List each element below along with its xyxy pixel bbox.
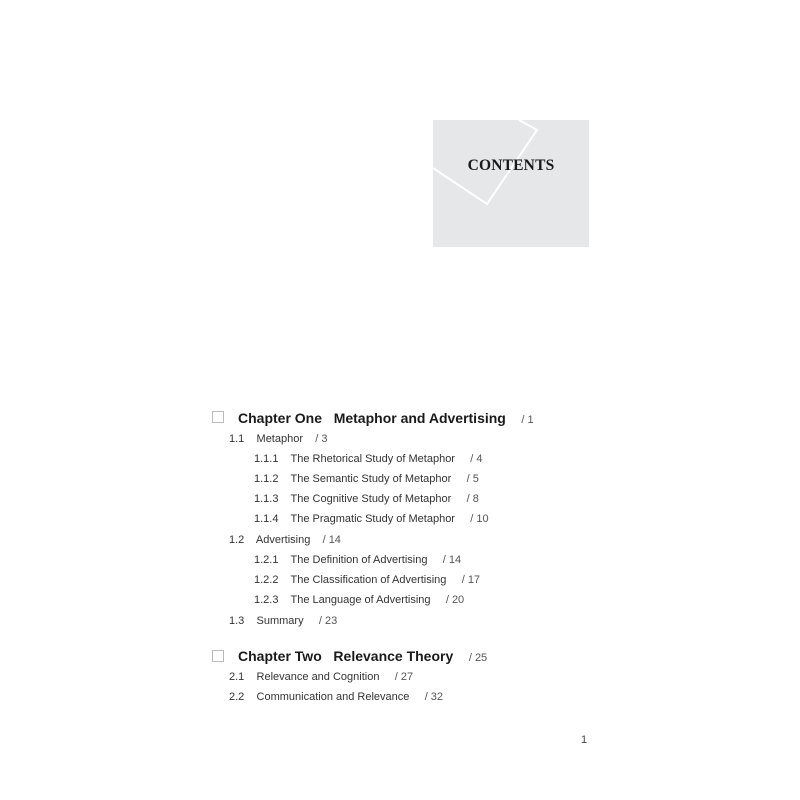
section-number: 1.1: [229, 433, 245, 445]
toc-chapter[interactable]: [238, 409, 534, 429]
section-number: 1.3: [229, 615, 245, 627]
chapter-title: Relevance Theory: [333, 648, 454, 664]
subsection-title: The Rhetorical Study of Metaphor: [290, 453, 455, 465]
subsection-title: The Language of Advertising: [290, 594, 431, 606]
section-page: / 27: [394, 671, 414, 683]
chapter-bullet-icon: [212, 411, 224, 423]
chapter-page: / 25: [468, 652, 488, 664]
toc-subsection[interactable]: [254, 553, 461, 567]
subsection-number: 1.1.3: [254, 493, 279, 505]
subsection-title: The Semantic Study of Metaphor: [290, 473, 452, 485]
subsection-page: / 20: [445, 594, 465, 606]
section-title: Relevance and Cognition: [256, 671, 380, 683]
subsection-title: The Classification of Advertising: [290, 574, 447, 586]
section-page: / 14: [322, 534, 341, 546]
chapter-page: / 1: [521, 414, 534, 426]
section-title: Summary: [256, 615, 304, 627]
page-number: 1: [581, 734, 588, 746]
section-number: 1.2: [229, 534, 245, 546]
subsection-number: 1.1.4: [254, 513, 279, 525]
subsection-number: 1.2.2: [254, 574, 279, 586]
subsection-number: 1.2.1: [254, 554, 279, 566]
chapter-bullet-icon: [212, 650, 224, 662]
section-page: / 3: [315, 433, 328, 445]
subsection-page: / 4: [470, 453, 483, 465]
chapter-number: Chapter One: [238, 410, 323, 426]
toc-section[interactable]: [229, 432, 327, 446]
chapter-title: Metaphor and Advertising: [333, 410, 506, 426]
subsection-title: The Definition of Advertising: [290, 554, 428, 566]
section-page: / 32: [424, 691, 444, 703]
section-page: / 23: [318, 615, 338, 627]
subsection-number: 1.1.2: [254, 473, 279, 485]
subsection-page: / 17: [461, 574, 481, 586]
toc-section[interactable]: [229, 670, 413, 684]
toc-subsection[interactable]: [254, 452, 483, 466]
toc-subsection[interactable]: [254, 512, 489, 526]
subsection-number: 1.2.3: [254, 594, 279, 606]
toc-subsection[interactable]: [254, 492, 479, 506]
toc-section[interactable]: [229, 614, 337, 628]
subsection-number: 1.1.1: [254, 453, 279, 465]
section-number: 2.1: [229, 671, 245, 683]
section-title: Metaphor: [256, 433, 304, 445]
subsection-title: The Pragmatic Study of Metaphor: [290, 513, 455, 525]
toc-chapter[interactable]: [238, 647, 487, 667]
chapter-number: Chapter Two: [238, 648, 322, 664]
page-title: CONTENTS: [467, 157, 555, 174]
section-title: Communication and Relevance: [256, 691, 410, 703]
section-number: 2.2: [229, 691, 245, 703]
subsection-page: / 5: [466, 473, 479, 485]
subsection-page: / 14: [442, 554, 462, 566]
subsection-page: / 10: [470, 513, 489, 525]
toc-subsection[interactable]: [254, 593, 464, 607]
toc-section[interactable]: [229, 533, 341, 547]
subsection-title: The Cognitive Study of Metaphor: [290, 493, 452, 505]
subsection-page: / 8: [466, 493, 479, 505]
toc-subsection[interactable]: [254, 472, 479, 486]
toc-subsection[interactable]: [254, 573, 480, 587]
section-title: Advertising: [255, 534, 311, 546]
toc-section[interactable]: [229, 690, 443, 704]
